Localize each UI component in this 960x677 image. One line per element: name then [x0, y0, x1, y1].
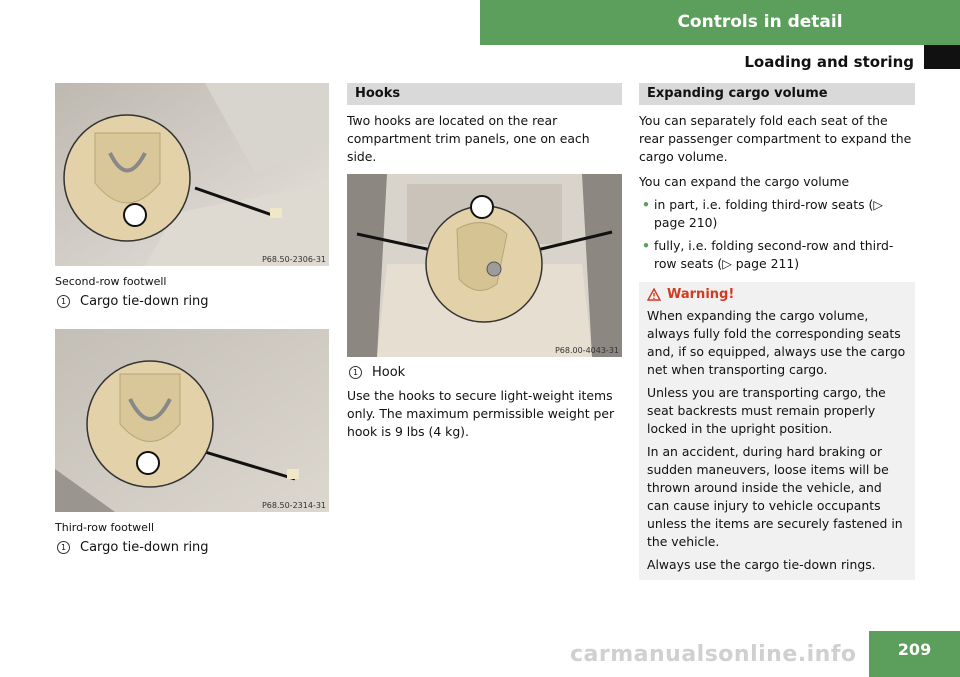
- figure-caption: Third-row footwell: [55, 521, 155, 534]
- warning-paragraph: In an accident, during hard braking or sudden maneuvers, loose items will be thrown around inside the vehicle, and can cause injury to vehicle occupants unless the items are securely fastened in the vehicle.: [647, 444, 903, 549]
- warning-title: [647, 287, 907, 302]
- callout-number: 1: [349, 366, 362, 379]
- column-right: [639, 83, 915, 580]
- warning-paragraph: Always use the cargo tie-down rings.: [647, 557, 876, 572]
- section-heading-cargo: Expanding cargo volume: [639, 83, 915, 105]
- figure-legend: [55, 294, 329, 309]
- hooks-body: Use the hooks to secure light-weight items only. The maximum permissible weight per hook is 9 lbs (4 kg).: [347, 388, 615, 439]
- chapter-title: Controls in detail: [677, 12, 843, 32]
- page-number: 209: [869, 631, 960, 677]
- callout-number: 1: [57, 295, 70, 308]
- column-middle: [347, 83, 622, 441]
- warning-box: [639, 282, 915, 580]
- legend-text: Hook: [372, 365, 406, 380]
- hooks-intro: Two hooks are located on the rear compartment trim panels, one on each side.: [347, 113, 590, 164]
- legend-text: Cargo tie-down ring: [80, 540, 209, 555]
- cargo-bullet: • in part, i.e. folding third-row seats (▷ page 210): [639, 196, 915, 232]
- photo-code: P68.00-4043-31: [554, 346, 619, 355]
- photo-second-row-footwell: [55, 83, 329, 266]
- warning-triangle-icon: [647, 288, 661, 301]
- cargo-paragraph: You can separately fold each seat of the rear passenger compartment to expand the cargo volume.: [639, 113, 912, 164]
- photo-code: P68.50-2314-31: [261, 501, 326, 510]
- section-title: Loading and storing: [744, 53, 914, 71]
- figure-legend: [347, 365, 622, 380]
- figure-caption: Second-row footwell: [55, 275, 167, 288]
- photo-rear-compartment-hook: [347, 174, 622, 357]
- warning-paragraph: When expanding the cargo volume, always fully fold the corresponding seats and, if so equipped, always use the cargo net when transporting cargo.: [647, 308, 906, 377]
- section-heading-hooks: Hooks: [347, 83, 622, 105]
- photo-code: P68.50-2306-31: [261, 255, 326, 264]
- warning-paragraph: Unless you are transporting cargo, the seat backrests must remain properly locked in the upright position.: [647, 385, 886, 436]
- photo-third-row-footwell: [55, 329, 329, 512]
- warning-title-text: Warning!: [667, 287, 735, 302]
- watermark: carmanualsonline.info: [570, 642, 857, 667]
- chapter-header: [480, 0, 960, 45]
- figure-legend: [55, 540, 329, 555]
- cargo-bullet: • fully, i.e. folding second-row and third-row seats (▷ page 211): [639, 237, 915, 273]
- cargo-paragraph: You can expand the cargo volume: [639, 174, 850, 189]
- header-marker: [924, 45, 960, 69]
- callout-number: 1: [57, 541, 70, 554]
- column-left: [55, 83, 329, 555]
- legend-text: Cargo tie-down ring: [80, 294, 209, 309]
